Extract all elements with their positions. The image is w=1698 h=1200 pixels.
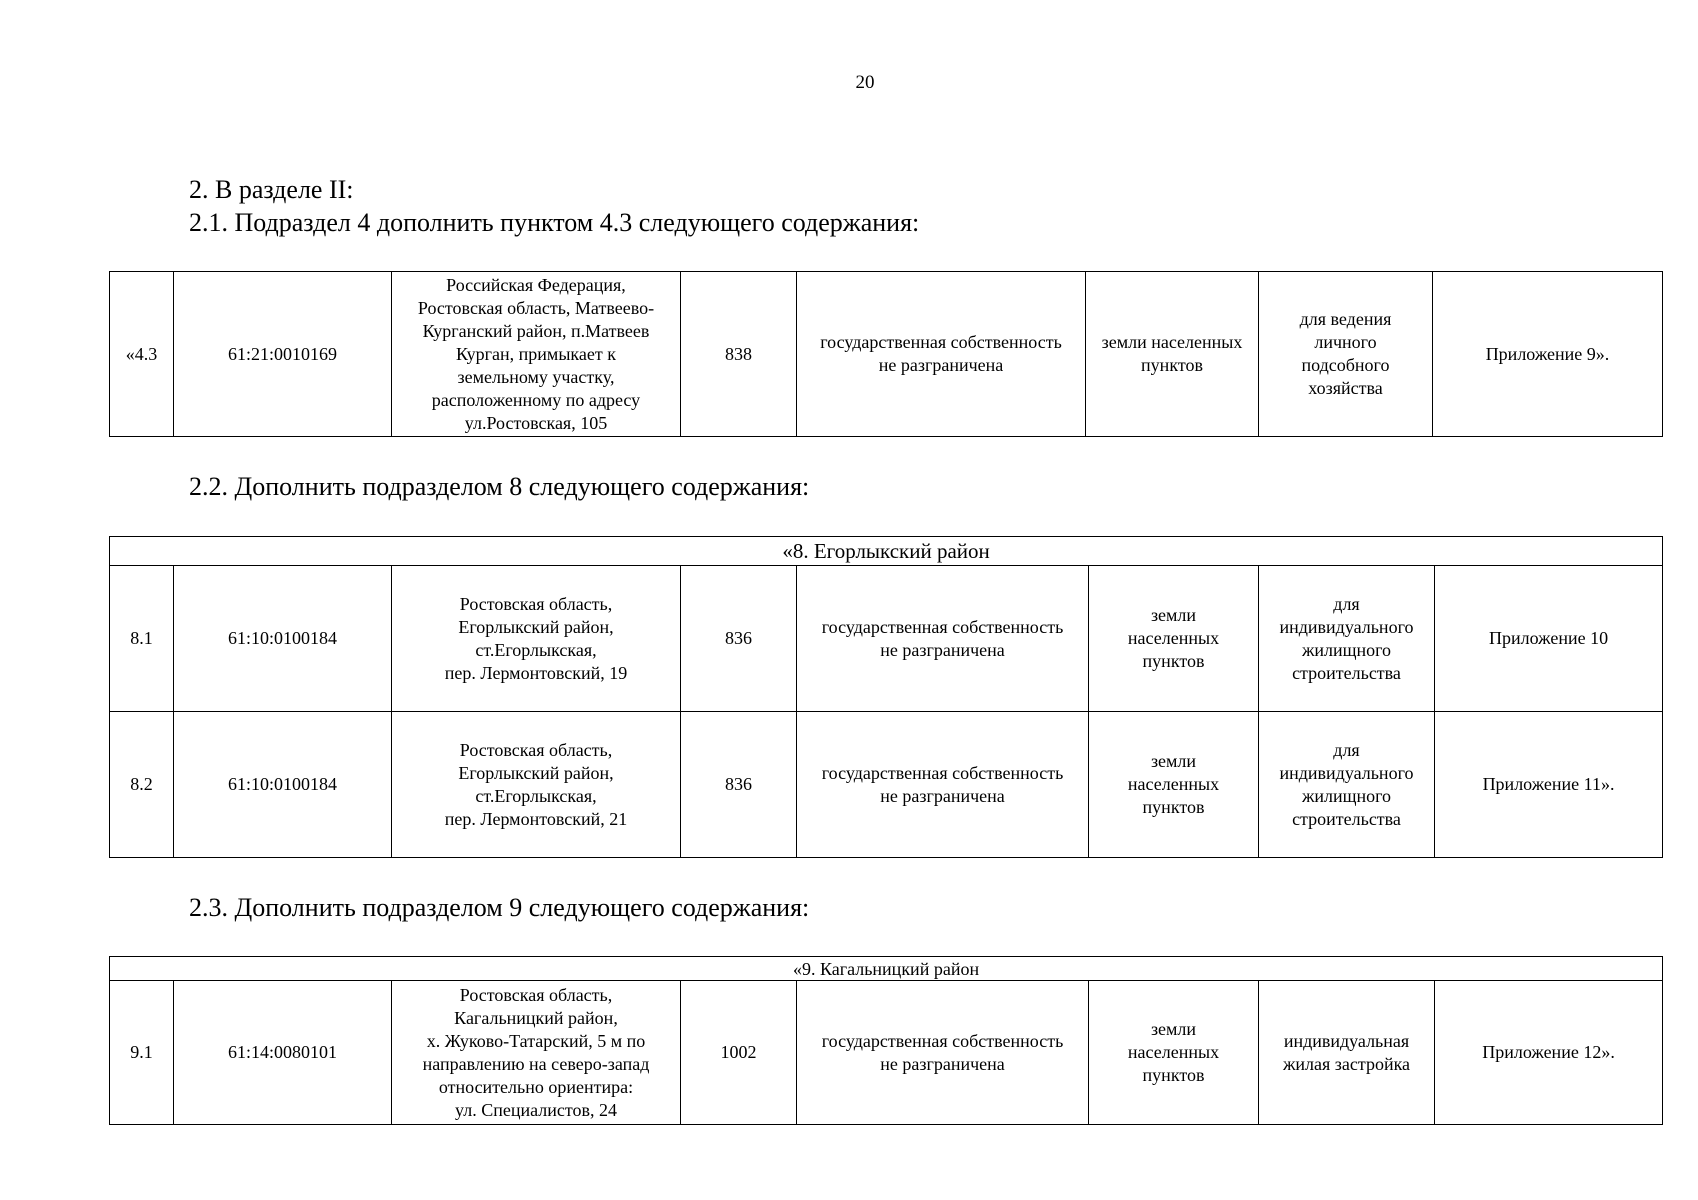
address-cell: Российская Федерация, Ростовская область, Матвеево- Курганский район, п.Матвеев Курган, примыкает к земельному участку, расположенному по адресу ул.Ростовская, 105 bbox=[392, 272, 681, 437]
table-row bbox=[110, 981, 1663, 1125]
use-cell: индивидуальная жилая застройка bbox=[1259, 981, 1435, 1125]
paragraph-2-3: 2.3. Дополнить подразделом 9 следующего содержания: bbox=[189, 893, 810, 922]
district-header: «9. Кагальницкий район bbox=[110, 957, 1663, 981]
address-cell: Ростовская область, Егорлыкский район, ст.Егорлыкская, пер. Лермонтовский, 19 bbox=[392, 566, 681, 712]
category-cell: земли населенных пунктов bbox=[1089, 981, 1259, 1125]
area-cell: 1002 bbox=[681, 981, 797, 1125]
row-number: 9.1 bbox=[110, 981, 174, 1125]
area-cell: 838 bbox=[681, 272, 797, 437]
cadastral-number: 61:10:0100184 bbox=[174, 566, 392, 712]
table-header-row bbox=[110, 537, 1663, 566]
paragraph-2-1: 2.1. Подраздел 4 дополнить пунктом 4.3 следующего содержания: bbox=[189, 208, 920, 237]
area-cell: 836 bbox=[681, 712, 797, 858]
appendix-cell: Приложение 12». bbox=[1435, 981, 1663, 1125]
section-heading: 2. В разделе II: bbox=[189, 175, 354, 204]
category-cell: земли населенных пунктов bbox=[1089, 712, 1259, 858]
row-number: 8.2 bbox=[110, 712, 174, 858]
table-subsection-8 bbox=[109, 536, 1663, 858]
page-number: 20 bbox=[855, 72, 875, 93]
table-row bbox=[110, 712, 1663, 858]
address-cell: Ростовская область, Кагальницкий район, х. Жуково-Татарский, 5 м по направлению на северо-запад относительно ориентира: ул. Специалистов, 24 bbox=[392, 981, 681, 1125]
ownership-cell: государственная собственность не разграничена bbox=[797, 566, 1089, 712]
category-cell: земли населенных пунктов bbox=[1089, 566, 1259, 712]
cadastral-number: 61:10:0100184 bbox=[174, 712, 392, 858]
row-number: «4.3 bbox=[110, 272, 174, 437]
cadastral-number: 61:21:0010169 bbox=[174, 272, 392, 437]
use-cell: для ведения личного подсобного хозяйства bbox=[1259, 272, 1433, 437]
table-header-row bbox=[110, 957, 1663, 981]
table-subsection-4 bbox=[109, 271, 1663, 437]
table-subsection-9 bbox=[109, 956, 1663, 1125]
appendix-cell: Приложение 9». bbox=[1433, 272, 1663, 437]
table-row bbox=[110, 566, 1663, 712]
row-number: 8.1 bbox=[110, 566, 174, 712]
appendix-cell: Приложение 10 bbox=[1435, 566, 1663, 712]
ownership-cell: государственная собственность не разграничена bbox=[797, 981, 1089, 1125]
category-cell: земли населенных пунктов bbox=[1086, 272, 1259, 437]
address-cell: Ростовская область, Егорлыкский район, ст.Егорлыкская, пер. Лермонтовский, 21 bbox=[392, 712, 681, 858]
paragraph-2-2: 2.2. Дополнить подразделом 8 следующего содержания: bbox=[189, 472, 810, 501]
use-cell: для индивидуального жилищного строительства bbox=[1259, 566, 1435, 712]
ownership-cell: государственная собственность не разграничена bbox=[797, 272, 1086, 437]
appendix-cell: Приложение 11». bbox=[1435, 712, 1663, 858]
ownership-cell: государственная собственность не разграничена bbox=[797, 712, 1089, 858]
use-cell: для индивидуального жилищного строительства bbox=[1259, 712, 1435, 858]
cadastral-number: 61:14:0080101 bbox=[174, 981, 392, 1125]
area-cell: 836 bbox=[681, 566, 797, 712]
district-header: «8. Егорлыкский район bbox=[110, 537, 1663, 566]
table-row bbox=[110, 272, 1663, 437]
